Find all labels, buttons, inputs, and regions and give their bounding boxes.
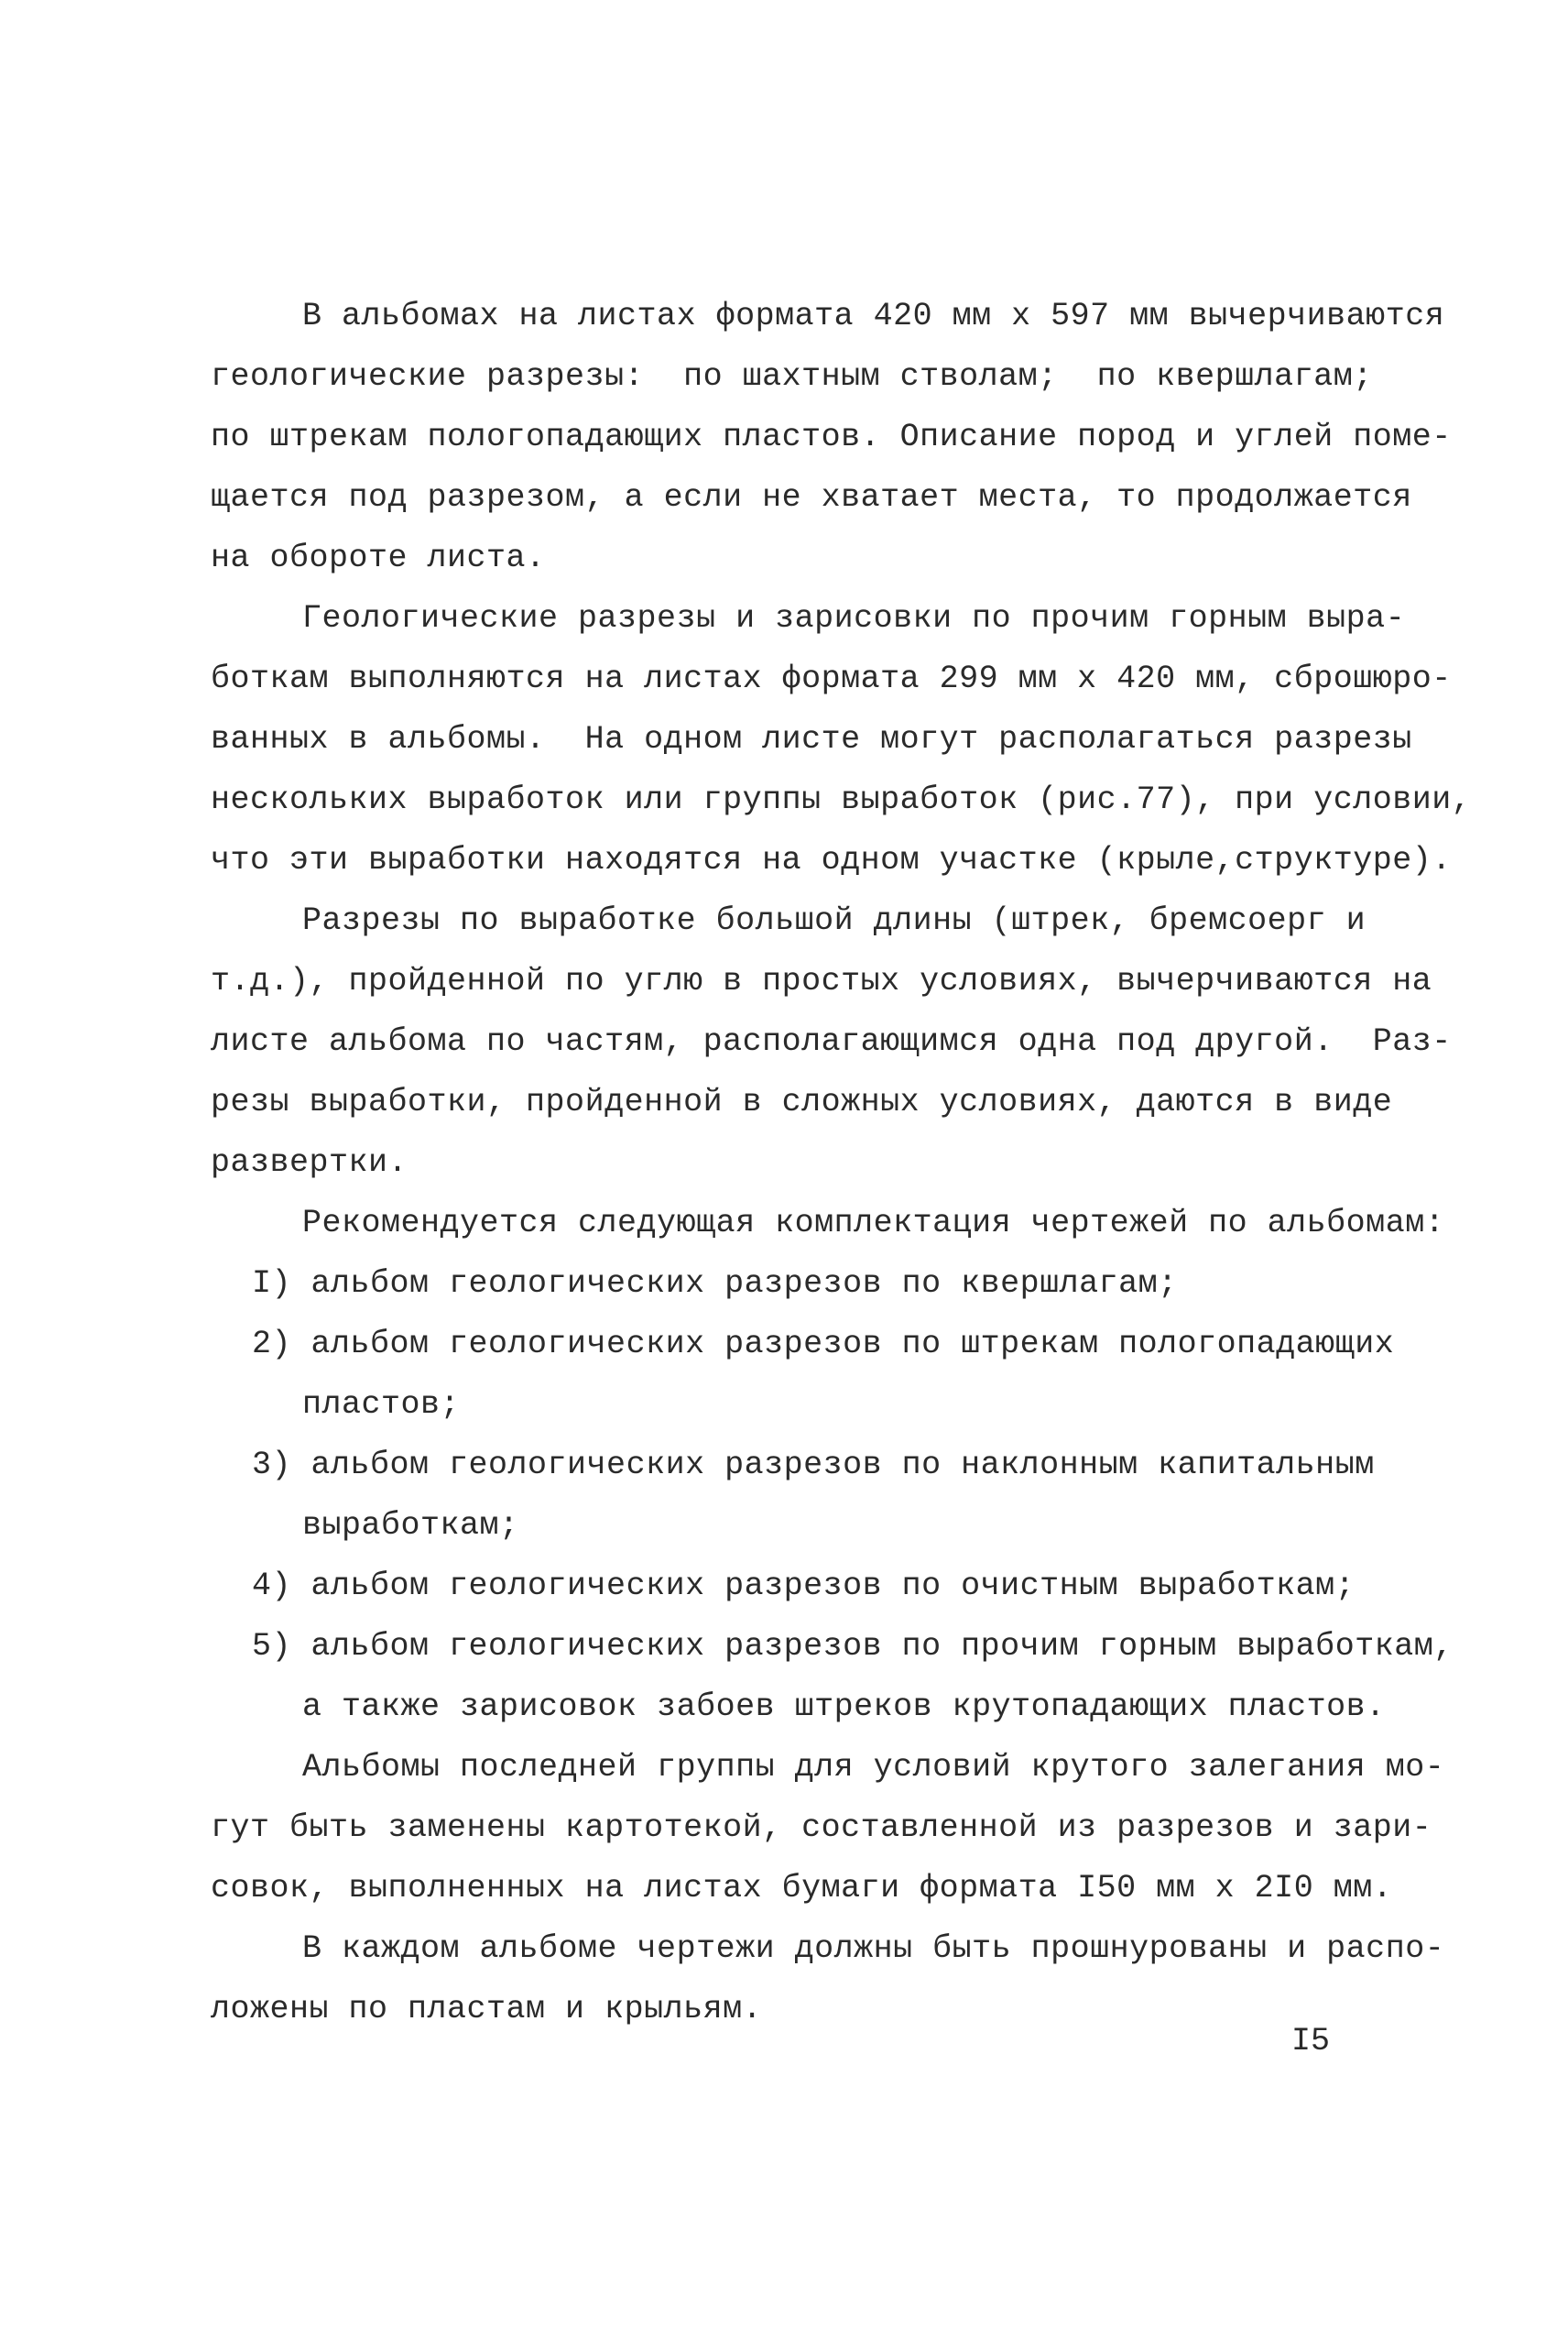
list-item: 5) альбом геологических разрезов по прочим горным выработкам,	[252, 1628, 1454, 1665]
list-item: 2) альбом геологических разрезов по штрекам пологопадающих	[252, 1326, 1395, 1362]
page-number: I5	[1291, 2023, 1331, 2059]
text-line: щается под разрезом, а если не хватает места, то продолжается	[211, 479, 1412, 516]
text-line: Разрезы по выработке большой длины (штрек, бремсоерг и	[302, 902, 1367, 939]
text-line: что эти выработки находятся на одном участке (крыле,структуре).	[211, 842, 1452, 879]
list-item-continuation: пластов;	[302, 1386, 461, 1423]
list-item: 4) альбом геологических разрезов по очистным выработкам;	[252, 1568, 1356, 1604]
text-line: развертки.	[211, 1144, 408, 1181]
text-line: геологические разрезы: по шахтным стволам; по квершлагам;	[211, 358, 1373, 395]
text-line: В альбомах на листах формата 420 мм х 597 мм вычерчиваются	[302, 298, 1445, 334]
text-line: гут быть заменены картотекой, составленной из разрезов и зари-	[211, 1809, 1432, 1846]
text-line: совок, выполненных на листах бумаги формата I50 мм х 2I0 мм.	[211, 1870, 1393, 1906]
text-line: нескольких выработок или группы выработок (рис.77), при условии,	[211, 781, 1472, 818]
list-item: 3) альбом геологических разрезов по наклонным капитальным	[252, 1447, 1375, 1483]
text-line: на обороте листа.	[211, 540, 546, 576]
text-line: Рекомендуется следующая комплектация чертежей по альбомам:	[302, 1205, 1445, 1241]
text-line: ложены по пластам и крыльям.	[211, 1991, 763, 2027]
text-line: по штрекам пологопадающих пластов. Описание пород и углей поме-	[211, 419, 1452, 455]
text-line: ванных в альбомы. На одном листе могут располагаться разрезы	[211, 721, 1412, 758]
body-text	[211, 286, 1472, 2039]
text-line: В каждом альбоме чертежи должны быть прошнурованы и распо-	[302, 1930, 1445, 1967]
text-line: Альбомы последней группы для условий крутого залегания мо-	[302, 1749, 1445, 1786]
text-line: Геологические разрезы и зарисовки по прочим горным выра-	[302, 600, 1406, 637]
text-line: т.д.), пройденной по углю в простых условиях, вычерчиваются на	[211, 963, 1432, 1000]
text-line: резы выработки, пройденной в сложных условиях, даются в виде	[211, 1084, 1393, 1120]
list-item-continuation: а также зарисовок забоев штреков крутопадающих пластов.	[302, 1688, 1386, 1725]
text-line: боткам выполняются на листах формата 299 мм х 420 мм, сброшюро-	[211, 661, 1452, 697]
list-item: I) альбом геологических разрезов по квершлагам;	[252, 1265, 1178, 1302]
text-line: листе альбома по частям, располагающимся одна под другой. Раз-	[211, 1023, 1452, 1060]
list-item-continuation: выработкам;	[302, 1507, 519, 1544]
